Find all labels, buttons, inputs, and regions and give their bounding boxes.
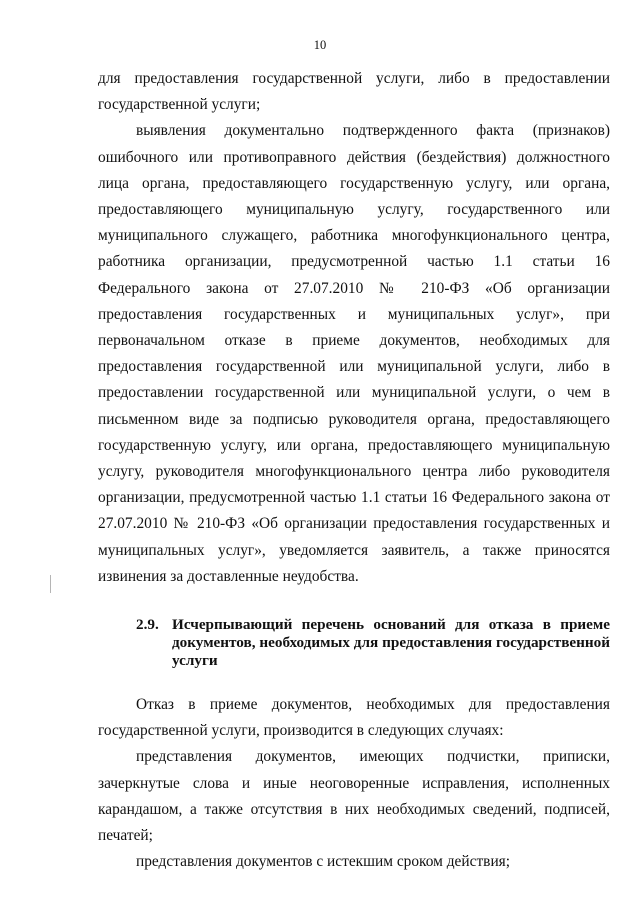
margin-mark	[50, 575, 51, 593]
section-title: Исчерпывающий перечень оснований для отказа в приеме документов, необходимых для предоставления государственной услуги	[172, 616, 610, 670]
paragraph-3: Отказ в приеме документов, необходимых для предоставления государственной услуги, производится в следующих случаях:	[98, 696, 610, 740]
paragraph-4: представления документов, имеющих подчистки, приписки, зачеркнутые слова и иные неоговоренные исправления, исполненных карандашом, а также отсутствия в них необходимых сведений, подписей, печатей;	[98, 748, 610, 845]
paragraph-1: для предоставления государственной услуги, либо в предоставлении государственной услуги;	[98, 70, 610, 114]
spacer	[98, 590, 610, 616]
paragraph-5: представления документов с истекшим сроком действия;	[136, 853, 511, 871]
section-number: 2.9.	[136, 616, 159, 634]
document-body	[98, 66, 610, 875]
section-heading	[136, 616, 610, 670]
paragraph-2: выявления документально подтвержденного факта (признаков) ошибочного или противоправного действия (бездействия) должностного лица органа, предоставляющего государственную услугу, или органа, предоставляющего муниципальную услугу, государственного или муниципального служащего, работника многофункционального центра, работника организации, предусмотренной частью 1.1 статьи 16 Федерального закона от 27.07.2010 № 210-ФЗ «Об организации предоставления государственных и муниципальных услуг», при первоначальном отказе в приеме документов, необходимых для предоставления государственной или муниципальной услуги, либо в предоставлении государственной или муниципальной услуги, о чем в письменном виде за подписью руководителя органа, предоставляющего государственную услугу, или органа, предоставляющего муниципальную услугу, руководителя многофункционального центра либо руководителя организации, предусмотренной частью 1.1 статьи 16 Федерального закона от 27.07.2010 № 210-ФЗ «Об организации предоставления государственных и муниципальных услуг», уведомляется заявитель, а также приносятся извинения за доставленные неудобства.	[98, 122, 610, 585]
page-number: 10	[313, 38, 327, 52]
